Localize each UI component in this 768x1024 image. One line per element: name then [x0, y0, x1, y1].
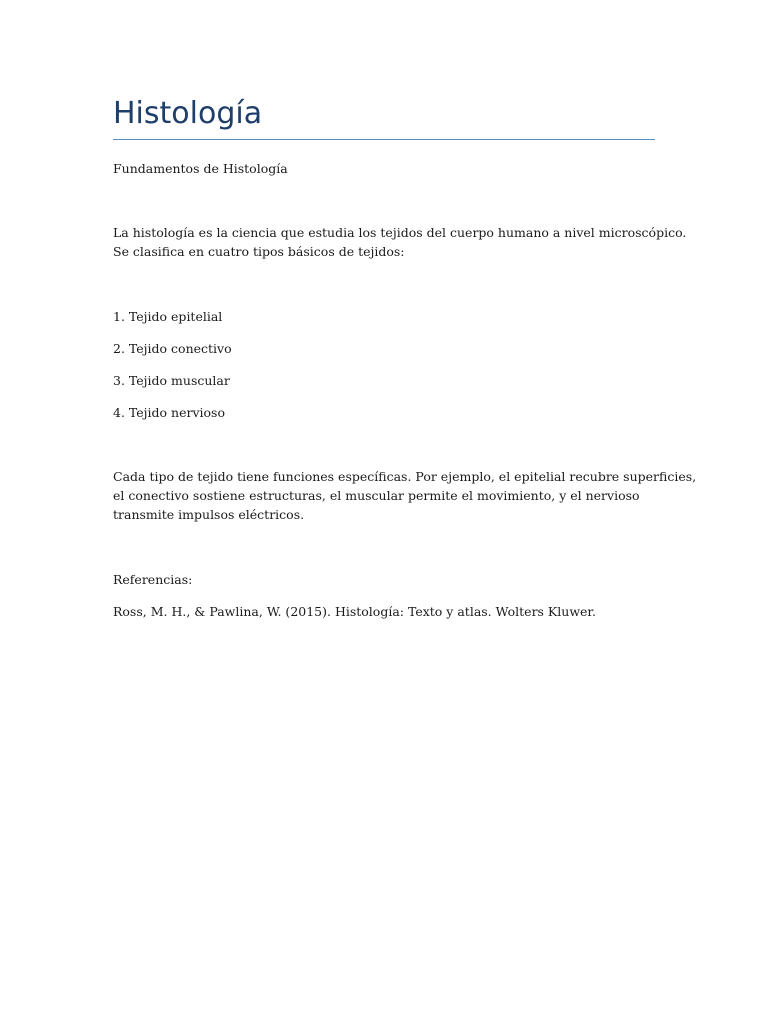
intro-line: La histología es la ciencia que estudia los tejidos del cuerpo humano a nivel microscópico.: [113, 225, 687, 240]
title-underline: [113, 139, 655, 140]
body-line: Cada tipo de tejido tiene funciones específicas. Por ejemplo, el epitelial recubre superficies,: [113, 469, 697, 484]
list-item: 3. Tejido muscular: [113, 373, 230, 388]
body-line: transmite impulsos eléctricos.: [113, 507, 305, 522]
reference-item: Ross, M. H., & Pawlina, W. (2015). Histología: Texto y atlas. Wolters Kluwer.: [113, 604, 596, 619]
intro-line: Se clasifica en cuatro tipos básicos de tejidos:: [113, 244, 405, 259]
list-item: 1. Tejido epitelial: [113, 309, 223, 324]
references-heading: Referencias:: [113, 572, 193, 587]
list-item: 2. Tejido conectivo: [113, 341, 232, 356]
document-title: Histología: [113, 96, 263, 131]
document-page: [113, 0, 697, 1024]
list-item: 4. Tejido nervioso: [113, 405, 225, 420]
body-line: el conectivo sostiene estructuras, el muscular permite el movimiento, y el nervioso: [113, 488, 640, 503]
document-subtitle: Fundamentos de Histología: [113, 161, 288, 176]
